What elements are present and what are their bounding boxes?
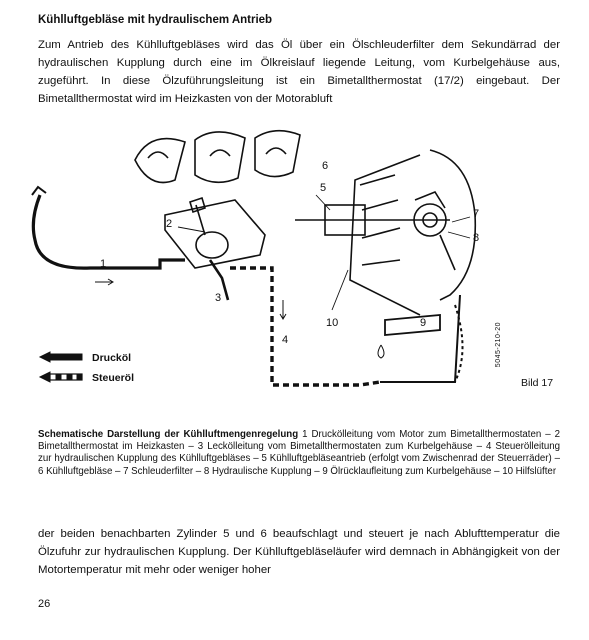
figure-label-3: 3 <box>215 292 222 304</box>
figure-label-8: 8 <box>473 232 480 244</box>
schematic-drawing <box>0 120 589 420</box>
figure-label-4: 4 <box>282 334 289 346</box>
legend-label-steueröl: Steueröl <box>92 372 135 384</box>
figure-label-6: 6 <box>322 160 329 172</box>
figure-number: Bild 17 <box>521 377 554 389</box>
legend-drucköl <box>92 352 131 364</box>
caption-title: Schematische Darstellung der Kühlluftmengenregelung <box>38 429 299 440</box>
figure-label-9: 9 <box>420 317 427 329</box>
figure-ref-code: 5045-210-20 <box>495 322 502 368</box>
paragraph-bottom: der beiden benachbarten Zylinder 5 und 6 beaufschlagt und steuert je nach Ablufttemperatur die Ölzufuhr zur hydraulischen Kupplung. Der Kühlluftgebläseläufer wird demnach in Abhängigkeit von der Motortemperatur mit mehr oder weniger hoher <box>38 528 560 576</box>
page-number: 26 <box>38 598 51 610</box>
schematic-figure <box>0 120 589 420</box>
figure-label-10: 10 <box>326 317 339 329</box>
paragraph-top: Zum Antrieb des Kühlluftgebläses wird das Öl über ein Ölschleuderfilter dem Sekundärrad der hydraulischen Kupplung durch eine im Ölkreislauf liegende Leitung, vom Kurbelgehäuse aus, zugeführt. In diese Ölzuführungsleitung ist ein Bimetallthermostat (17/2) eingebaut. Der Bimetallthermostat wird im Heizkasten von der Motorabluft <box>38 39 560 105</box>
legend-steueröl <box>92 372 134 384</box>
figure-label-1: 1 <box>100 258 107 270</box>
legend-label-drucköl: Drucköl <box>92 352 132 364</box>
figure-label-2: 2 <box>166 218 173 230</box>
figure-caption <box>38 429 560 478</box>
caption-text: 1 Druckölleitung vom Motor zum Bimetallthermostaten – 2 Bimetallthermostat im Heizkasten – 3 Leckölleitung vom Bimetallthermostaten zum Kurbelgehäuse – 4 Steuerölleitung zur hydraulischen Kupplung des Kühlluftgebläses – 5 Kühlluftgebläseantrieb (erfolgt vom Zwischenrad der Steuerräder) – 6 Kühlluftgebläse – 7 Schleuderfilter – 8 Hydraulische Kupplung – 9 Ölrücklaufleitung zum Kurbelgehäuse – 10 Hilfslüfter <box>38 429 560 477</box>
figure-label-5: 5 <box>320 182 327 194</box>
section-heading: Kühlluftgebläse mit hydraulischem Antrieb <box>38 14 273 26</box>
figure-label-7: 7 <box>473 208 480 220</box>
